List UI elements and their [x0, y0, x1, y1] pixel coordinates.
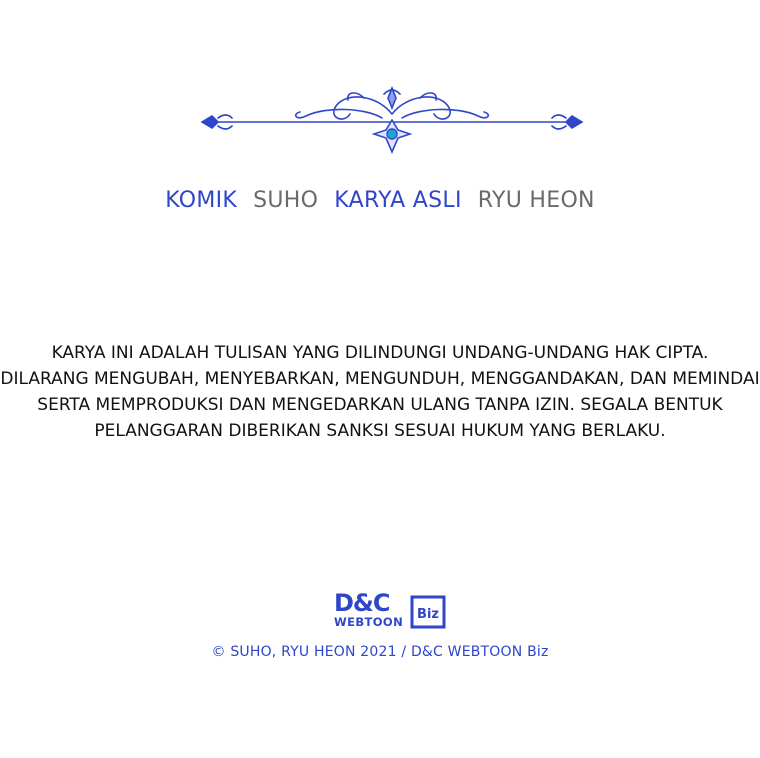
- logo-main-text: D&C: [334, 589, 390, 617]
- credit-comic-author: SUHO: [253, 188, 319, 213]
- credit-original-author: RYU HEON: [477, 188, 595, 213]
- notice-line-2: DILARANG MENGUBAH, MENYEBARKAN, MENGUNDUH, MENGGANDAKAN, DAN MEMINDAI: [0, 369, 760, 389]
- notice-line-4: PELANGGARAN DIBERIKAN SANKSI SESUAI HUKUM YANG BERLAKU.: [94, 421, 666, 441]
- credits-line: [0, 186, 760, 216]
- logo-sub-text: WEBTOON: [334, 615, 404, 629]
- credit-label-original: KARYA ASLI: [334, 188, 462, 213]
- notice-line-1: KARYA INI ADALAH TULISAN YANG DILINDUNGI UNDANG-UNDANG HAK CIPTA.: [51, 343, 709, 363]
- copyright-notice: [0, 340, 760, 444]
- ornament-divider: [196, 84, 588, 160]
- credit-label-comic: KOMIK: [165, 188, 238, 213]
- copyright-line: © SUHO, RYU HEON 2021 / D&C WEBTOON Biz: [211, 644, 549, 660]
- notice-line-3: SERTA MEMPRODUKSI DAN MENGEDARKAN ULANG TANPA IZIN. SEGALA BENTUK: [37, 395, 723, 415]
- dc-webtoon-logo: [330, 588, 448, 632]
- logo-badge-text: Biz: [417, 607, 439, 622]
